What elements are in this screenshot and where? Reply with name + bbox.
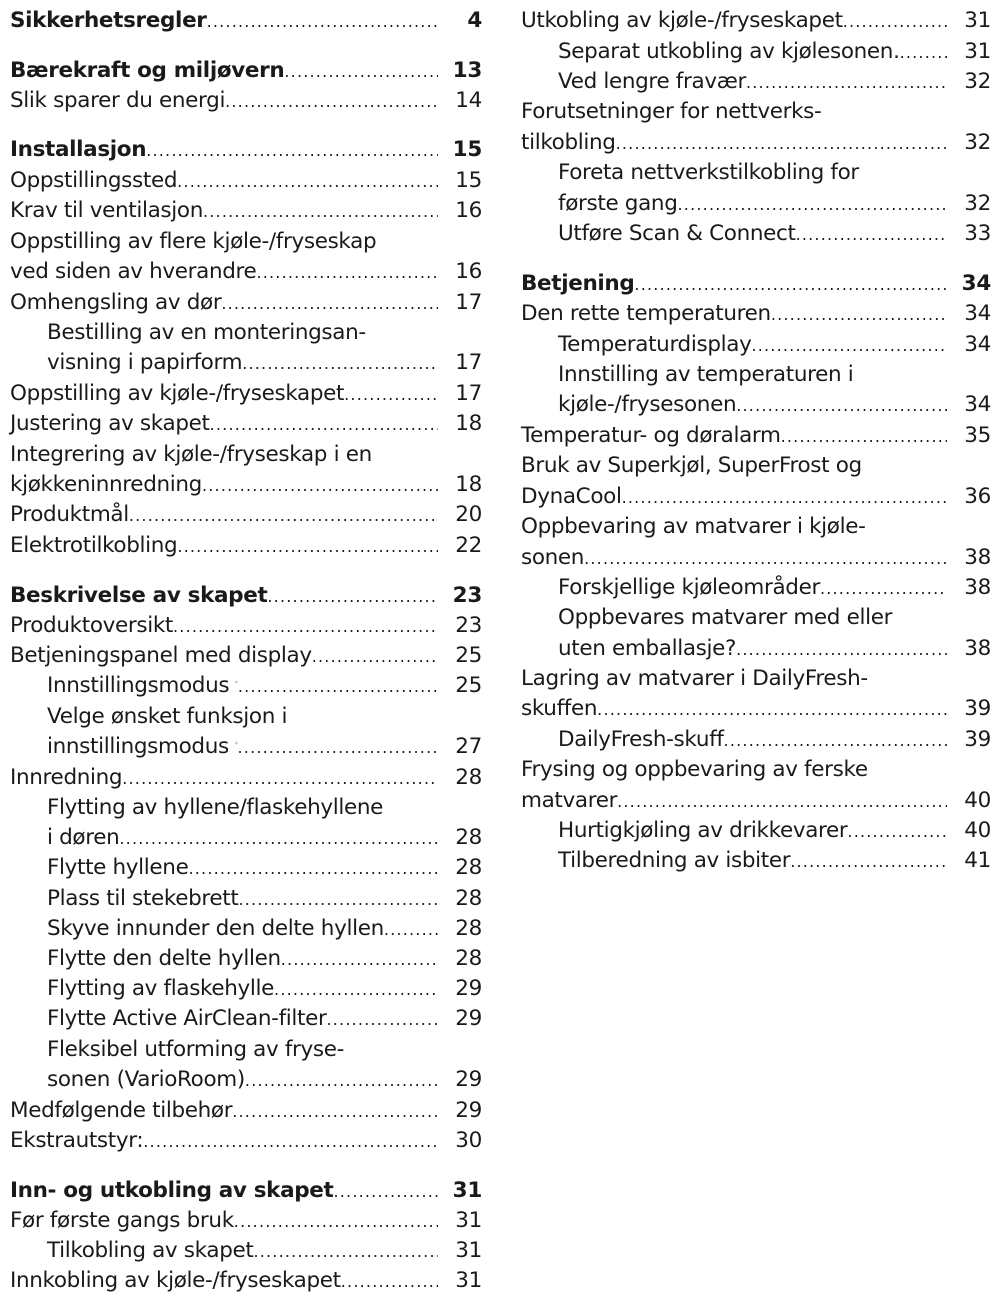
dot-leader [796, 220, 947, 250]
toc-entry [10, 732, 482, 762]
toc-entry-title: Utføre Scan & Connect [558, 221, 796, 246]
toc-page-number: 35 [964, 423, 991, 448]
toc-page-number: 39 [964, 727, 991, 752]
toc-entry [521, 634, 991, 664]
toc-entry [521, 482, 991, 512]
toc-entry-title: Forutsetninger for nettverks- [521, 99, 822, 124]
dot-leader [207, 7, 438, 37]
toc-entry-title: Innkobling av kjøle-/fryseskapet [10, 1268, 341, 1293]
toc-entry [521, 390, 991, 420]
dot-leader [312, 642, 438, 672]
toc-entry-title: skuffen [521, 696, 598, 721]
toc-entry-title: første gang [558, 191, 678, 216]
dot-leader [344, 380, 438, 410]
toc-entry [10, 1266, 482, 1296]
dot-leader [634, 270, 947, 300]
toc-entry-title: DynaCool [521, 484, 622, 509]
toc-page-number: 13 [452, 58, 482, 83]
toc-entry-line [10, 227, 482, 257]
toc-heading [10, 1176, 482, 1206]
toc-entry [521, 330, 991, 360]
toc-entry-title: Innredning [10, 765, 123, 790]
toc-entry [521, 128, 991, 158]
toc-entry-line [10, 702, 482, 732]
toc-page-number: 23 [455, 613, 482, 638]
toc-entry [521, 816, 991, 846]
toc-page-number: 31 [455, 1208, 482, 1233]
toc-page-number: 32 [964, 130, 991, 155]
toc-heading [521, 269, 991, 299]
dot-leader [177, 532, 438, 562]
toc-entry-title: Bruk av Superkjøl, SuperFrost og [521, 453, 862, 478]
toc-entry-title: Flytte Active AirClean-filter [47, 1006, 327, 1031]
dot-leader [202, 471, 438, 501]
toc-entry-title: Innstilling av temperaturen i [558, 362, 854, 387]
toc-page-number: 27 [455, 734, 482, 759]
toc-page-number: 25 [455, 673, 482, 698]
toc-entry-line [521, 360, 991, 390]
toc-page-number: 31 [452, 1178, 482, 1203]
toc-heading [10, 135, 482, 165]
toc-entry-title: Tilberedning av isbiter [558, 848, 791, 873]
toc-page-number: 31 [455, 1238, 482, 1263]
toc-page-number: 39 [964, 696, 991, 721]
toc-entry-title: Temperaturdisplay [558, 332, 752, 357]
toc-page-number: 20 [455, 502, 482, 527]
toc-entry-line [10, 318, 482, 348]
toc-page-number: 41 [964, 848, 991, 873]
toc-page-number: 34 [964, 332, 991, 357]
toc-entry-title: Krav til ventilasjon [10, 198, 203, 223]
toc-entry [10, 288, 482, 318]
toc-entry [10, 348, 482, 378]
toc-entry [10, 884, 482, 914]
dot-leader [281, 945, 438, 975]
toc-entry-title: Oppstillingssted [10, 168, 178, 193]
toc-entry [521, 219, 991, 249]
toc-entry [10, 1236, 482, 1266]
toc-page-number: 25 [455, 643, 482, 668]
dot-leader [119, 824, 438, 854]
toc-entry-title: Lagring av matvarer i DailyFresh- [521, 666, 868, 691]
toc-entry-line [521, 664, 991, 694]
toc-page-number: 40 [964, 788, 991, 813]
toc-entry-title: Sikkerhetsregler [10, 8, 207, 33]
dot-leader [146, 136, 438, 166]
toc-entry-title: Ved lengre fravær [558, 69, 746, 94]
toc-entry-title: ved siden av hverandre [10, 259, 257, 284]
toc-entry-title: Installasjon [10, 137, 147, 162]
dot-leader [616, 129, 947, 159]
toc-page-number: 34 [964, 301, 991, 326]
toc-entry [521, 725, 991, 755]
toc-entry-line [10, 1035, 482, 1065]
toc-entry-title: tilkobling [521, 130, 616, 155]
dot-leader [232, 1097, 438, 1127]
toc-page-number: 17 [455, 290, 482, 315]
toc-entry-title: Slik sparer du energi [10, 88, 226, 113]
dot-leader [622, 483, 947, 513]
toc-entry [10, 379, 482, 409]
dot-leader [143, 1127, 438, 1157]
toc-entry [10, 470, 482, 500]
toc-entry [10, 641, 482, 671]
toc-entry-title: Foreta nettverkstilkobling for [558, 160, 859, 185]
toc-entry [521, 573, 991, 603]
dot-leader [256, 258, 438, 288]
toc-entry-title: Bærekraft og miljøvern [10, 58, 285, 83]
toc-entry-title: Ekstrautstyr: [10, 1128, 144, 1153]
toc-page-number: 28 [455, 886, 482, 911]
toc-entry-title: kjøle-/frysesonen [558, 392, 737, 417]
toc-entry-line [521, 603, 991, 633]
toc-entry-title: Fleksibel utforming av fryse- [47, 1037, 345, 1062]
toc-entry [10, 914, 482, 944]
toc-entry [10, 531, 482, 561]
toc-page-number: 29 [455, 1006, 482, 1031]
toc-entry [10, 1096, 482, 1126]
toc-entry [521, 67, 991, 97]
toc-page-number: 18 [455, 472, 482, 497]
toc-entry-title: Hurtigkjøling av drikkevarer [558, 818, 848, 843]
dot-leader [274, 975, 438, 1005]
toc-page-number: 18 [455, 411, 482, 436]
dot-leader [242, 349, 438, 379]
dot-leader [341, 1267, 438, 1297]
toc-page-number: 28 [455, 946, 482, 971]
dot-leader [188, 854, 438, 884]
toc-entry [10, 611, 482, 641]
toc-entry-title: Betjeningspanel med display [10, 643, 312, 668]
dot-leader [724, 726, 947, 756]
dot-leader [771, 300, 947, 330]
toc-entry-title: Velge ønsket funksjon i [47, 704, 288, 729]
toc-entry-line [521, 755, 991, 785]
toc-entry-title: Inn- og utkobling av skapet [10, 1178, 334, 1203]
toc-page-number: 40 [964, 818, 991, 843]
dot-leader [122, 764, 438, 794]
toc-page-number: 28 [455, 765, 482, 790]
toc-entry-title: Innstillingsmodus [47, 673, 230, 698]
toc-entry-title: Justering av skapet [10, 411, 210, 436]
toc-entry-title: Oppbevares matvarer med eller [558, 605, 893, 630]
toc-entry-title: innstillingsmodus [47, 734, 229, 759]
dot-leader [790, 847, 947, 877]
toc-page-number: 30 [455, 1128, 482, 1153]
toc-entry [10, 974, 482, 1004]
dot-leader [746, 68, 947, 98]
dot-leader [333, 1177, 438, 1207]
toc-entry [521, 6, 991, 36]
toc-page-number: 38 [964, 636, 991, 661]
toc-entry-title: Tilkobling av skapet [47, 1238, 254, 1263]
toc-entry-title: Flytting av hyllene/flaskehyllene [47, 795, 384, 820]
toc-entry-line [521, 451, 991, 481]
dot-leader [736, 635, 947, 665]
toc-page-number: 33 [964, 221, 991, 246]
dot-leader [597, 695, 947, 725]
toc-page-number: 29 [455, 976, 482, 1001]
dot-leader [781, 422, 947, 452]
toc-entry-line [521, 158, 991, 188]
toc-entry [10, 500, 482, 530]
toc-entry [10, 196, 482, 226]
toc-page-number: 34 [961, 271, 991, 296]
toc-page-number: 29 [455, 1067, 482, 1092]
toc-page-number: 31 [964, 39, 991, 64]
dot-leader [238, 885, 438, 915]
toc-entry [521, 421, 991, 451]
toc-page-number: 14 [455, 88, 482, 113]
toc-entry [521, 299, 991, 329]
toc-entry [521, 189, 991, 219]
toc-page-number: 34 [964, 392, 991, 417]
toc-entry-title: Før første gangs bruk [10, 1208, 234, 1233]
toc-page-number: 36 [964, 484, 991, 509]
toc-entry-title: Frysing og oppbevaring av ferske [521, 757, 868, 782]
toc-entry [10, 86, 482, 116]
toc-heading [10, 6, 482, 36]
toc-page-number: 16 [455, 198, 482, 223]
toc-entry [10, 823, 482, 853]
dot-leader [900, 38, 947, 68]
toc-entry-line [521, 97, 991, 127]
dot-leader [284, 57, 438, 87]
dot-leader [326, 1005, 438, 1035]
toc-entry-title: Plass til stekebrett [47, 886, 239, 911]
dot-leader [584, 544, 947, 574]
toc-page-number: 28 [455, 916, 482, 941]
dot-leader [847, 817, 947, 847]
dot-leader [238, 672, 438, 702]
toc-entry-title: Medfølgende tilbehør [10, 1098, 233, 1123]
toc-entry-title: Utkobling av kjøle-/fryseskapet [521, 8, 843, 33]
toc-entry-title: visning i papirform [47, 350, 243, 375]
dot-leader [221, 289, 438, 319]
toc-entry-title: Beskrivelse av skapet [10, 583, 268, 608]
toc-entry-title: Produktmål [10, 502, 129, 527]
dot-leader [617, 787, 947, 817]
toc-entry-title: Produktoversikt [10, 613, 174, 638]
toc-entry-title: i døren [47, 825, 120, 850]
toc-page-number: 38 [964, 545, 991, 570]
toc-page-number: 32 [964, 191, 991, 216]
dot-leader [234, 1207, 438, 1237]
toc-entry-title: Flytting av flaskehylle [47, 976, 275, 1001]
toc-entry-title: Flytte den delte hyllen [47, 946, 281, 971]
toc-page-number: 28 [455, 825, 482, 850]
toc-page-number: 15 [455, 168, 482, 193]
toc-entry [521, 694, 991, 724]
dot-leader [736, 391, 947, 421]
toc-entry-title: Forskjellige kjøleområder [558, 575, 820, 600]
toc-page-number: 28 [455, 855, 482, 880]
toc-page-number: 4 [467, 8, 482, 33]
toc-entry-title: sonen [521, 545, 585, 570]
toc-page-number: 22 [455, 533, 482, 558]
toc-entry-line [10, 793, 482, 823]
dot-leader [203, 197, 438, 227]
toc-page-number: 31 [455, 1268, 482, 1293]
toc-page-number: 17 [455, 350, 482, 375]
dot-leader [267, 582, 438, 612]
toc-entry-title: Omhengsling av dør [10, 290, 222, 315]
toc-entry [10, 763, 482, 793]
toc-page-number: 16 [455, 259, 482, 284]
toc-entry-title: DailyFresh-skuff [558, 727, 724, 752]
toc-entry-title: matvarer [521, 788, 618, 813]
dot-leader [245, 1066, 438, 1096]
toc-entry [10, 409, 482, 439]
toc-entry-title: Oppstilling av flere kjøle-/fryseskap [10, 229, 377, 254]
toc-heading [10, 581, 482, 611]
dot-leader [384, 915, 438, 945]
toc-entry-title: Flytte hyllene [47, 855, 189, 880]
toc-entry-title: kjøkkeninnredning [10, 472, 202, 497]
dot-leader [843, 7, 947, 37]
dot-leader [210, 410, 438, 440]
toc-page-number: 17 [455, 381, 482, 406]
toc-entry-title: Integrering av kjøle-/fryseskap i en [10, 442, 372, 467]
toc-entry [521, 786, 991, 816]
toc-entry-title: Bestilling av en monteringsan- [47, 320, 366, 345]
toc-entry [10, 944, 482, 974]
toc-entry-title: Den rette temperaturen [521, 301, 771, 326]
toc-entry-title: Separat utkobling av kjølesonen. [558, 39, 900, 64]
toc-entry-line [10, 440, 482, 470]
toc-page-number: 29 [455, 1098, 482, 1123]
toc-heading [10, 56, 482, 86]
dot-leader [129, 501, 438, 531]
toc-entry-title: Oppbevaring av matvarer i kjøle- [521, 514, 866, 539]
toc-entry [10, 1126, 482, 1156]
toc-entry [521, 37, 991, 67]
dot-leader [751, 331, 947, 361]
dot-leader [678, 190, 947, 220]
toc-entry [10, 1004, 482, 1034]
toc-entry-title: Betjening [521, 271, 635, 296]
toc-entry-title: Oppstilling av kjøle-/fryseskapet [10, 381, 345, 406]
toc-entry [10, 1206, 482, 1236]
toc-entry-line [521, 512, 991, 542]
toc-entry [521, 846, 991, 876]
toc-page-number: 15 [452, 137, 482, 162]
dot-leader [253, 1237, 438, 1267]
toc-entry-title: uten emballasje? [558, 636, 737, 661]
toc-entry-title: Skyve innunder den delte hyllen [47, 916, 384, 941]
toc-entry-title: Temperatur- og døralarm [521, 423, 781, 448]
dot-leader [177, 167, 438, 197]
toc-page-number: 23 [452, 583, 482, 608]
toc-entry [10, 257, 482, 287]
toc-entry [10, 853, 482, 883]
toc-entry [10, 166, 482, 196]
toc-entry-title: sonen (VarioRoom) [47, 1067, 245, 1092]
toc-page-number: 32 [964, 69, 991, 94]
dot-leader [173, 612, 438, 642]
toc-entry [10, 1065, 482, 1095]
dot-leader [238, 733, 439, 763]
dot-leader [225, 87, 438, 117]
toc-page-number: 38 [964, 575, 991, 600]
toc-entry [521, 543, 991, 573]
dot-leader [820, 574, 947, 604]
toc-entry [10, 671, 482, 701]
toc-entry-title: Elektrotilkobling [10, 533, 178, 558]
toc-page-number: 31 [964, 8, 991, 33]
